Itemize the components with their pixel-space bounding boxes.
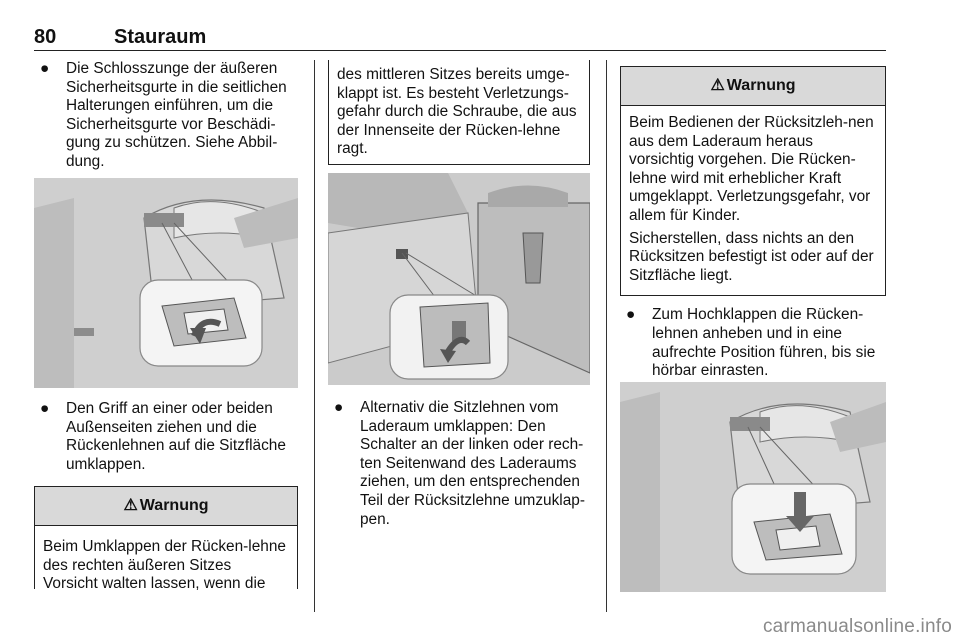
column-3	[620, 60, 886, 592]
warning-paragraph: Beim Bedienen der Rücksitzleh-nen aus dem Laderaum heraus vorsichtig vorgehen. Die Rücken-lehne wird mit erheblicher Kraft umgeklappt. Verletzungsgefahr, vor allem für Kinder.	[629, 114, 874, 224]
bullet-dot-icon: ●	[626, 306, 636, 324]
seatbelt-holder-illustration	[34, 178, 298, 388]
warning-paragraph: Sicherstellen, dass nichts an den Rücksitzen befestigt ist oder auf der Sitzfläche liegt.	[629, 229, 874, 284]
warning-title: Warnung	[726, 77, 796, 94]
cargo-area-illustration	[328, 173, 590, 385]
warning-box-continued	[328, 60, 590, 165]
bullet-text: Die Schlosszunge der äußeren Sicherheitsgurte in die seitlichen Halterungen einführen, um die Sicherheitsgurte vor Beschädi-gung zu schützen. Siehe Abbil-dung.	[66, 60, 287, 170]
bullet-text: Alternativ die Sitzlehnen vom Laderaum umklappen: Den Schalter an der linken oder rech-ten Seitenwand des Laderaums ziehen, um den entsprechenden Teil der Rücksitzlehne umzuklap-pen.	[360, 399, 585, 528]
section-title: Stauraum	[114, 26, 207, 48]
column-divider-1	[314, 60, 315, 612]
seatback-raise-illustration-svg	[620, 382, 886, 592]
column-2	[328, 60, 590, 529]
warning-triangle-icon: ⚠	[123, 497, 138, 514]
warning-triangle-icon: ⚠	[710, 77, 725, 94]
warning-header	[621, 67, 885, 106]
page-number: 80	[34, 26, 57, 48]
seatbelt-holder-illustration-svg	[34, 178, 298, 388]
warning-box	[620, 66, 886, 296]
bullet-dot-icon: ●	[334, 399, 344, 416]
warning-box	[34, 486, 298, 593]
warning-title: Warnung	[139, 497, 209, 514]
list-item	[328, 399, 590, 529]
seatback-raise-illustration	[620, 382, 886, 592]
page-header	[34, 26, 886, 51]
column-divider-2	[606, 60, 607, 612]
cargo-area-illustration-svg	[328, 173, 590, 385]
warning-body	[621, 106, 885, 295]
watermark: carmanualsonline.info	[762, 616, 952, 637]
bullet-text: Zum Hochklappen die Rücken-lehnen anheben und in eine aufrechte Position führen, bis sie hörbar einrasten.	[652, 306, 876, 380]
warning-text: Beim Umklappen der Rücken-lehne des rechten äußeren Sitzes Vorsicht walten lassen, wenn die	[43, 538, 286, 593]
list-item	[34, 400, 298, 478]
list-item	[34, 60, 298, 178]
column-1	[34, 60, 298, 593]
bullet-dot-icon: ●	[40, 400, 50, 417]
bullet-dot-icon: ●	[40, 60, 50, 77]
warning-body	[35, 526, 297, 600]
warning-text: des mittleren Sitzes bereits umge-klappt ist. Es besteht Verletzungs-gefahr durch die Schraube, die aus der Innenseite der Rücken-lehne ragt.	[337, 66, 577, 158]
warning-header	[35, 487, 297, 526]
bullet-text: Den Griff an einer oder beiden Außenseiten ziehen und die Rückenlehnen auf die Sitzfläche umklappen.	[66, 400, 286, 473]
list-item	[620, 306, 886, 382]
